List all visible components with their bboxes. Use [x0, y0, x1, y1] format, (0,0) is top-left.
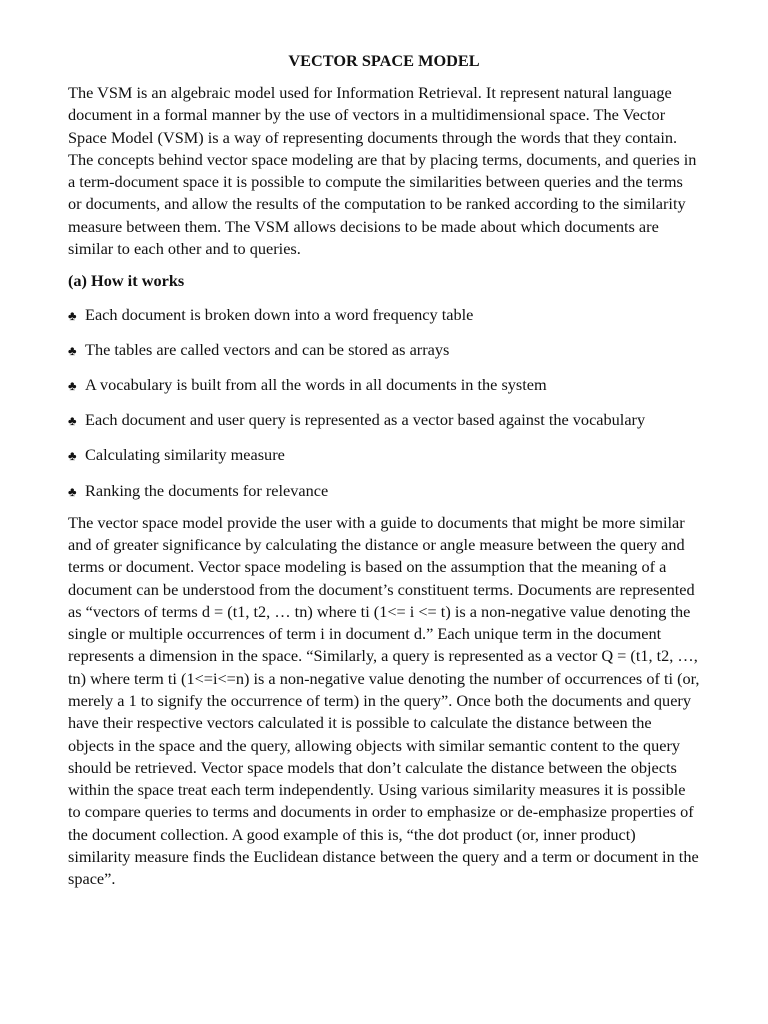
list-item — [68, 409, 700, 432]
club-suit-icon: ♣ — [68, 448, 77, 464]
bullet-text: Each document and user query is represented as a vector based against the vocabulary — [85, 410, 646, 430]
intro-paragraph: The VSM is an algebraic model used for Information Retrieval. It represent natural language document in a formal manner by the use of vectors in a multidimensional space. The Vector Space Model (VSM) is a way of representing documents through the words that they contain. The concepts behind vector space modeling are that by placing terms, documents, and queries in a term-document space it is possible to compute the similarities between queries and the terms or documents, and allow the results of the computation to be ranked according to the similarity measure between them. The VSM allows decisions to be made about which documents are similar to each other and to queries. — [68, 83, 697, 259]
club-suit-icon: ♣ — [68, 378, 77, 394]
club-suit-icon: ♣ — [68, 307, 77, 323]
club-suit-icon: ♣ — [68, 342, 77, 358]
list-item — [68, 304, 700, 327]
section-heading: (a) How it works — [68, 271, 185, 291]
bullet-text: A vocabulary is built from all the words in all documents in the system — [85, 375, 547, 395]
bullet-text: The tables are called vectors and can be stored as arrays — [85, 339, 450, 359]
club-suit-icon: ♣ — [68, 483, 77, 499]
list-item — [68, 480, 700, 503]
document-page — [68, 50, 700, 891]
list-item — [68, 339, 700, 362]
list-item — [68, 374, 700, 397]
bullet-text: Ranking the documents for relevance — [85, 480, 329, 500]
list-item — [68, 444, 700, 467]
bullet-text: Each document is broken down into a word frequency table — [85, 304, 474, 324]
document-title: VECTOR SPACE MODEL — [288, 51, 480, 70]
bullet-text: Calculating similarity measure — [85, 445, 285, 465]
club-suit-icon: ♣ — [68, 413, 77, 429]
body-paragraph: The vector space model provide the user with a guide to documents that might be more similar and of greater significance by calculating the distance or angle measure between the query and terms or document. Vector space modeling is based on the assumption that the meaning of a document can be understood from the document’s constituent terms. Documents are represented as “vectors of terms d = (t1, t2, … tn) where ti (1<= i <= t) is a non-negative value denoting the single or multiple occurrences of term i in document d.” Each unique term in the document represents a dimension in the space. “Similarly, a query is represented as a vector Q = (t1, t2, …, tn) where term ti (1<=i<=n) is a non-negative value denoting the number of occurrences of ti (or, merely a 1 to signify the occurrence of term) in the query”. Once both the documents and query have their respective vectors calculated it is possible to calculate the distance between the objects in the space and the query, allowing objects with similar semantic content to the query should be retrieved. Vector space models that don’t calculate the distance between the objects within the space treat each term independently. Using various similarity measures it is possible to compare queries to terms and documents in order to emphasize or de-emphasize properties of the document collection. A good example of this is, “the dot product (or, inner product) similarity measure finds the Euclidean distance between the query and a term or document in the space”. — [68, 512, 700, 889]
bullet-list — [68, 304, 700, 503]
